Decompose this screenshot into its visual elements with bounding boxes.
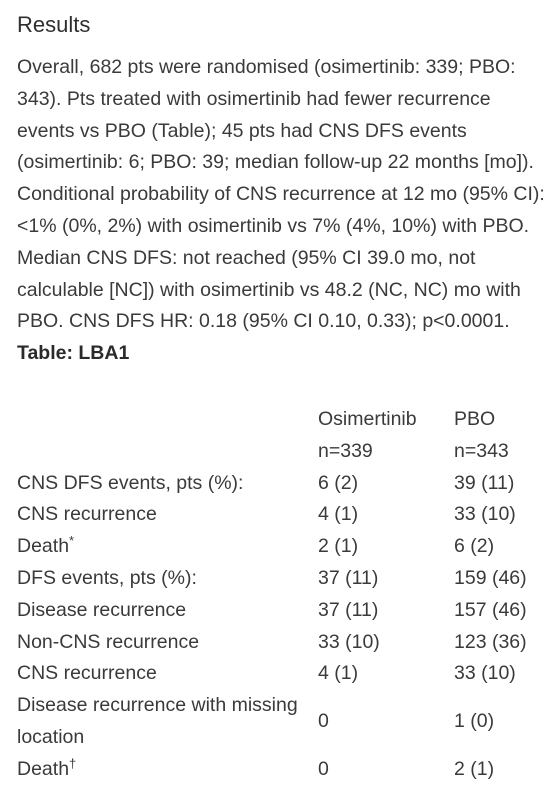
subheader-osimertinib-n: n=339: [318, 439, 373, 462]
footnote-mark: *: [69, 533, 75, 549]
row-osimertinib-value: 37 (11): [318, 598, 379, 621]
table-row: [17, 627, 554, 659]
row-pbo-value: 1 (0): [454, 710, 495, 733]
row-label: Death: [17, 535, 70, 558]
table-row: [17, 468, 554, 500]
row-osimertinib-value: 0: [318, 757, 329, 780]
row-pbo-value: 123 (36): [454, 630, 527, 653]
row-pbo-value: 157 (46): [454, 598, 527, 621]
table-row: [17, 531, 554, 563]
table-header-row: [17, 404, 554, 436]
header-osimertinib: Osimertinib: [318, 407, 417, 430]
row-pbo-value: 33 (10): [454, 503, 516, 526]
subheader-pbo-n: n=343: [454, 439, 509, 462]
row-label: Disease recurrence: [17, 598, 187, 621]
row-osimertinib-value: 2 (1): [318, 535, 359, 558]
table-row: [17, 499, 554, 531]
row-label: Non-CNS recurrence: [17, 630, 200, 653]
row-osimertinib-value: 4 (1): [318, 662, 359, 685]
results-paragraph-text: Overall, 682 pts were randomised (osimertinib: 339; PBO: 343). Pts treated with osimertinib had fewer recurrence events vs PBO (Table); 45 pts had CNS DFS events (osimertinib: 6; PBO: 39; median follow-up 22 months [mo]). Conditional probability of CNS recurrence at 12 mo (95% CI): <1% (0%, 2%) with osimertinib vs 7% (4%, 10%) with PBO. Median CNS DFS: not reached (95% CI 39.0 mo, not calculable [NC]) with osimertinib vs 48.2 (NC, NC) mo with PBO. CNS DFS HR: 0.18 (95% CI 0.10, 0.33); p<0.0001.: [17, 56, 545, 333]
footnote-mark: †: [69, 755, 77, 771]
results-table: [17, 404, 554, 786]
section-heading: Results: [17, 12, 91, 37]
table-subheader-row: [17, 436, 554, 468]
row-pbo-value: 39 (11): [454, 471, 515, 494]
row-pbo-value: 2 (1): [454, 757, 495, 780]
row-pbo-value: 33 (10): [454, 662, 516, 685]
table-reference: Table: LBA1: [17, 342, 130, 365]
row-label: Death: [17, 757, 70, 780]
row-osimertinib-value: 37 (11): [318, 566, 379, 589]
row-osimertinib-value: 0: [318, 710, 329, 733]
row-label-cell: [17, 754, 318, 786]
row-osimertinib-value: 4 (1): [318, 503, 359, 526]
table-row: [17, 595, 554, 627]
header-blank-cell: [17, 404, 318, 436]
header-pbo: PBO: [454, 407, 496, 430]
table-row: [17, 658, 554, 690]
subheader-blank-cell: [17, 436, 318, 468]
row-pbo-value: 159 (46): [454, 566, 527, 589]
row-osimertinib-value: 6 (2): [318, 471, 359, 494]
row-label: CNS recurrence: [17, 503, 157, 526]
row-osimertinib-value: 33 (10): [318, 630, 380, 653]
row-pbo-value: 6 (2): [454, 535, 495, 558]
row-label: Disease recurrence with missing location: [17, 694, 298, 748]
table-row: [17, 563, 554, 595]
row-label: DFS events, pts (%):: [17, 566, 197, 589]
row-label-cell: [17, 531, 318, 563]
row-label: CNS DFS events, pts (%):: [17, 471, 244, 494]
results-paragraph: [17, 52, 547, 370]
row-label: CNS recurrence: [17, 662, 157, 685]
table-row: [17, 690, 554, 754]
table-row: [17, 754, 554, 786]
